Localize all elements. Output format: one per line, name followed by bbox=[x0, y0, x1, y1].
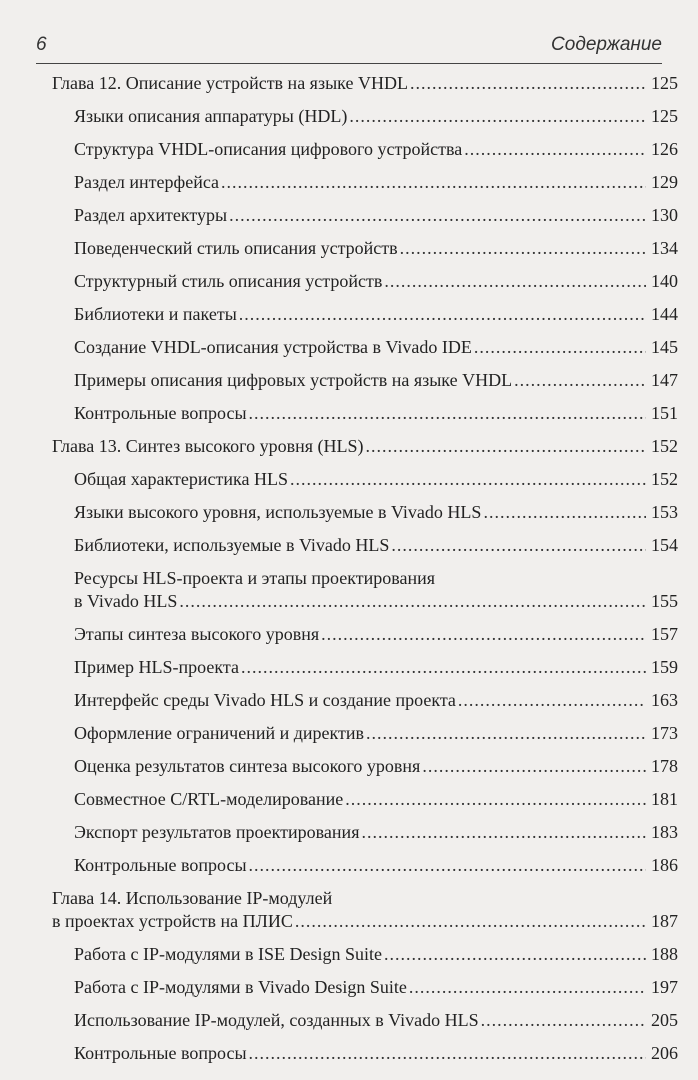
dot-leader bbox=[221, 171, 646, 194]
toc-entry-title: Контрольные вопросы bbox=[74, 855, 247, 875]
dot-leader bbox=[361, 821, 646, 844]
toc-entry-page: 163 bbox=[651, 690, 678, 710]
toc-entry-title: Совместное C/RTL-моделирование bbox=[74, 789, 344, 809]
toc-entry-title: Контрольные вопросы bbox=[74, 1043, 247, 1063]
toc-entry-page: 183 bbox=[651, 822, 678, 842]
toc-section-entry bbox=[52, 1009, 678, 1032]
dot-leader bbox=[366, 722, 646, 745]
toc-entry-title: Интерфейс среды Vivado HLS и создание проекта bbox=[74, 690, 456, 710]
dot-leader bbox=[400, 237, 646, 260]
page-header bbox=[36, 34, 662, 58]
dot-leader bbox=[249, 402, 646, 425]
toc-entry-title: Библиотеки и пакеты bbox=[74, 304, 237, 324]
dot-leader bbox=[179, 590, 646, 613]
toc-entry-title: Работа с IP-модулями в ISE Design Suite bbox=[74, 944, 383, 964]
dot-leader bbox=[345, 788, 646, 811]
toc-entry-page: 144 bbox=[651, 304, 678, 324]
toc-entry-page: 187 bbox=[651, 911, 678, 931]
toc-entry-title: Этапы синтеза высокого уровня bbox=[74, 624, 320, 644]
toc-section-entry bbox=[52, 689, 678, 712]
toc-section-entry bbox=[52, 105, 678, 128]
toc-section-entry bbox=[52, 501, 678, 524]
dot-leader bbox=[349, 105, 646, 128]
toc-entry-title: Пример HLS-проекта bbox=[74, 657, 239, 677]
toc-entry-page: 178 bbox=[651, 756, 678, 776]
dot-leader bbox=[295, 910, 646, 933]
toc-entry-title: Языки описания аппаратуры (HDL) bbox=[74, 106, 348, 126]
toc-entry-title: Оформление ограничений и директив bbox=[74, 723, 365, 743]
toc-entry-title: Примеры описания цифровых устройств на языке VHDL bbox=[74, 370, 513, 390]
toc-entry-title: Работа с IP-модулями в Vivado Design Suite bbox=[74, 977, 407, 997]
toc-entry-page: 157 bbox=[651, 624, 678, 644]
toc-section-entry bbox=[52, 755, 678, 778]
toc-section-entry bbox=[52, 821, 678, 844]
toc-section-entry bbox=[52, 402, 678, 425]
dot-leader bbox=[391, 534, 646, 557]
toc-entry-title: Оценка результатов синтеза высокого уровня bbox=[74, 756, 421, 776]
dot-leader bbox=[384, 943, 646, 966]
toc-entry-page: 125 bbox=[651, 73, 678, 93]
toc-entry-title: Использование IP-модулей, созданных в Vivado HLS bbox=[74, 1010, 479, 1030]
toc-entry-title: Общая характеристика HLS bbox=[74, 469, 288, 489]
toc-section-entry bbox=[52, 468, 678, 491]
table-of-contents bbox=[52, 72, 678, 1075]
toc-entry-page: 126 bbox=[651, 139, 678, 159]
toc-entry-title: Экспорт результатов проектирования bbox=[74, 822, 360, 842]
toc-entry-title: Библиотеки, используемые в Vivado HLS bbox=[74, 535, 390, 555]
dot-leader bbox=[481, 1009, 646, 1032]
toc-entry-page: 188 bbox=[651, 944, 678, 964]
toc-entry-title: в проектах устройств на ПЛИС bbox=[52, 911, 293, 931]
header-rule bbox=[36, 63, 662, 64]
dot-leader bbox=[410, 72, 646, 95]
toc-section-entry bbox=[52, 138, 678, 161]
toc-entry-page: 152 bbox=[651, 436, 678, 456]
toc-entry-page: 181 bbox=[651, 789, 678, 809]
toc-section-entry bbox=[52, 171, 678, 194]
toc-entry-page: 205 bbox=[651, 1010, 678, 1030]
toc-entry-page: 155 bbox=[651, 591, 678, 611]
running-title: Содержание bbox=[551, 34, 662, 55]
dot-leader bbox=[239, 303, 646, 326]
toc-entry-title: Создание VHDL-описания устройства в Vivado IDE bbox=[74, 337, 472, 357]
dot-leader bbox=[384, 270, 646, 293]
toc-entry-page: 145 bbox=[651, 337, 678, 357]
dot-leader bbox=[464, 138, 646, 161]
toc-entry-page: 173 bbox=[651, 723, 678, 743]
toc-chapter-entry bbox=[52, 887, 678, 933]
toc-entry-title: Глава 13. Синтез высокого уровня (HLS) bbox=[52, 436, 364, 456]
toc-entry-page: 152 bbox=[651, 469, 678, 489]
toc-section-entry bbox=[52, 656, 678, 679]
toc-entry-page: 147 bbox=[651, 370, 678, 390]
dot-leader bbox=[249, 854, 646, 877]
dot-leader bbox=[365, 435, 646, 458]
toc-entry-page: 130 bbox=[651, 205, 678, 225]
toc-entry-page: 153 bbox=[651, 502, 678, 522]
toc-entry-page: 129 bbox=[651, 172, 678, 192]
toc-chapter-entry bbox=[52, 435, 678, 458]
toc-entry-title: Глава 12. Описание устройств на языке VHDL bbox=[52, 73, 408, 93]
toc-entry-page: 206 bbox=[651, 1043, 678, 1063]
toc-entry-title: Контрольные вопросы bbox=[74, 403, 247, 423]
toc-section-entry bbox=[52, 567, 678, 613]
toc-entry-title: Структура VHDL-описания цифрового устройства bbox=[74, 139, 463, 159]
toc-section-entry bbox=[52, 270, 678, 293]
toc-entry-page: 154 bbox=[651, 535, 678, 555]
toc-entry-page: 151 bbox=[651, 403, 678, 423]
dot-leader bbox=[409, 976, 646, 999]
dot-leader bbox=[483, 501, 646, 524]
page-number: 6 bbox=[36, 34, 47, 55]
toc-section-entry bbox=[52, 976, 678, 999]
dot-leader bbox=[321, 623, 646, 646]
toc-entry-title: Структурный стиль описания устройств bbox=[74, 271, 383, 291]
dot-leader bbox=[241, 656, 646, 679]
dot-leader bbox=[474, 336, 646, 359]
toc-section-entry bbox=[52, 369, 678, 392]
toc-section-entry bbox=[52, 204, 678, 227]
toc-entry-title: Раздел интерфейса bbox=[74, 172, 220, 192]
toc-section-entry bbox=[52, 237, 678, 260]
toc-section-entry bbox=[52, 623, 678, 646]
toc-entry-title-line1: Ресурсы HLS-проекта и этапы проектирования bbox=[74, 568, 436, 588]
dot-leader bbox=[458, 689, 646, 712]
toc-entry-title: Языки высокого уровня, используемые в Vivado HLS bbox=[74, 502, 482, 522]
toc-section-entry bbox=[52, 534, 678, 557]
toc-entry-page: 140 bbox=[651, 271, 678, 291]
dot-leader bbox=[290, 468, 646, 491]
dot-leader bbox=[422, 755, 646, 778]
toc-section-entry bbox=[52, 854, 678, 877]
toc-entry-page: 186 bbox=[651, 855, 678, 875]
toc-entry-title-line1: Глава 14. Использование IP-модулей bbox=[52, 888, 333, 908]
toc-entry-title: Раздел архитектуры bbox=[74, 205, 228, 225]
toc-entry-page: 159 bbox=[651, 657, 678, 677]
toc-section-entry bbox=[52, 788, 678, 811]
toc-section-entry bbox=[52, 722, 678, 745]
toc-section-entry bbox=[52, 1042, 678, 1065]
toc-entry-page: 197 bbox=[651, 977, 678, 997]
toc-chapter-entry bbox=[52, 72, 678, 95]
toc-entry-title: в Vivado HLS bbox=[74, 591, 178, 611]
toc-section-entry bbox=[52, 943, 678, 966]
toc-entry-title: Поведенческий стиль описания устройств bbox=[74, 238, 398, 258]
toc-section-entry bbox=[52, 303, 678, 326]
dot-leader bbox=[229, 204, 646, 227]
toc-entry-page: 125 bbox=[651, 106, 678, 126]
dot-leader bbox=[249, 1042, 646, 1065]
dot-leader bbox=[514, 369, 646, 392]
toc-entry-page: 134 bbox=[651, 238, 678, 258]
toc-section-entry bbox=[52, 336, 678, 359]
